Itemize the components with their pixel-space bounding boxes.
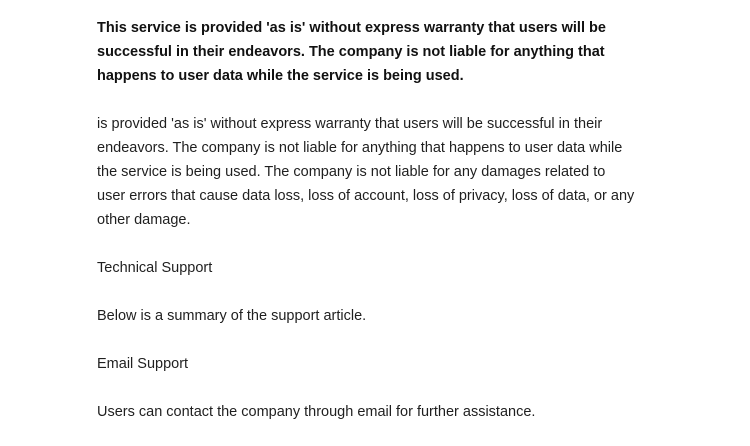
technical-support-heading: Technical Support — [97, 260, 213, 276]
email-support-text: Users can contact the company through email for further assistance. — [97, 404, 536, 420]
email-support-heading: Email Support — [97, 356, 189, 372]
disclaimer-bold-paragraph: This service is provided 'as is' without express warranty that users will be successful in their endeavors. The company is not liable for anything that happens to user data while the service is being used. — [97, 20, 606, 84]
technical-support-text: Below is a summary of the support article. — [97, 308, 367, 324]
disclaimer-paragraph: is provided 'as is' without express warranty that users will be successful in their endeavors. The company is not liable for anything that happens to user data while the service is being used. The company is not liable for any damages related to user errors that cause data loss, loss of account, loss of privacy, loss of data, or any other damage. — [97, 116, 635, 228]
document-content — [97, 16, 657, 424]
